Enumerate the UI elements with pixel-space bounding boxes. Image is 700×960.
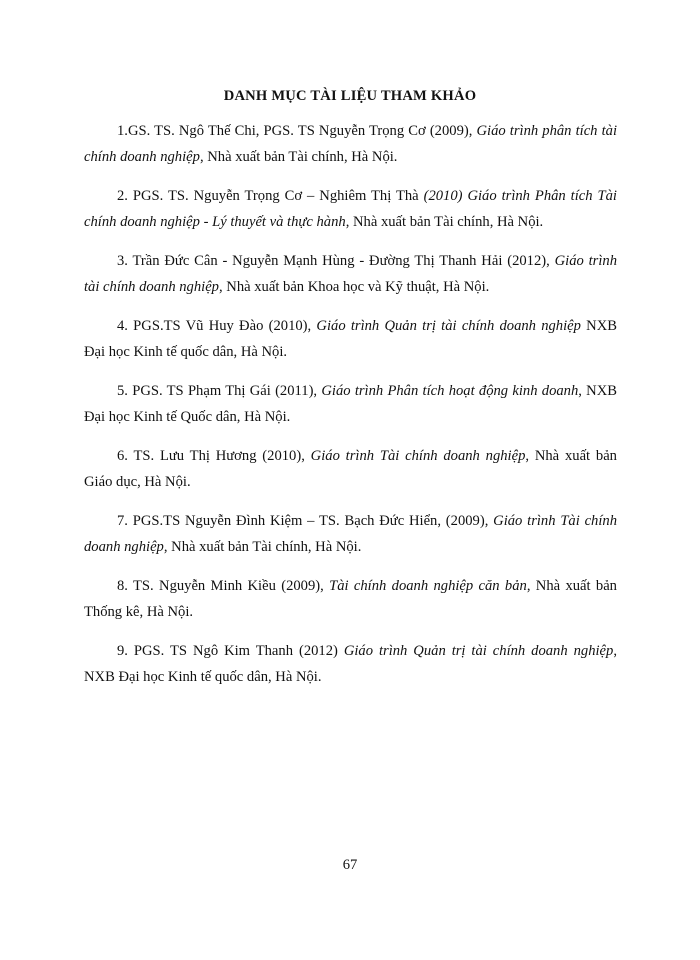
- reference-publisher: , NXB Đại học Kinh tế quốc dân, Hà Nội.: [84, 643, 617, 685]
- reference-title: Giáo trình Quản trị tài chính doanh nghiệp: [343, 643, 614, 659]
- reference-authors: 6. TS. Lưu Thị Hương (2010),: [117, 448, 311, 464]
- reference-item: [84, 248, 617, 300]
- reference-publisher: NXB Đại học Kinh tế quốc dân, Hà Nội.: [84, 318, 617, 360]
- reference-authors: 1.GS. TS. Ngô Thế Chi, PGS. TS Nguyễn Trọng Cơ (2009),: [117, 123, 477, 139]
- reference-authors: 7. PGS.TS Nguyễn Đình Kiệm – TS. Bạch Đức Hiển, (2009),: [117, 513, 494, 529]
- reference-authors: 2. PGS. TS. Nguyễn Trọng Cơ – Nghiêm Thị Thà: [117, 188, 424, 204]
- reference-item: [84, 183, 617, 235]
- reference-item: [84, 378, 617, 430]
- reference-publisher: , Nhà xuất bản Khoa học và Kỹ thuật, Hà Nội.: [218, 279, 490, 295]
- reference-item: [84, 443, 617, 495]
- reference-publisher: , Nhà xuất bản Giáo dục, Hà Nội.: [84, 448, 617, 490]
- reference-title: (2010) Giáo trình Phân tích Tài chính doanh nghiệp - Lý thuyết và thực hành: [84, 188, 617, 230]
- reference-title: Giáo trình Quản trị tài chính doanh nghiệp: [316, 318, 581, 334]
- reference-title: Tài chính doanh nghiệp căn bản: [329, 578, 527, 594]
- reference-list: [84, 118, 617, 703]
- reference-authors: 9. PGS. TS Ngô Kim Thanh (2012): [117, 643, 344, 659]
- page-title: DANH MỤC TÀI LIỆU THAM KHẢO: [223, 88, 477, 104]
- reference-item: [84, 118, 617, 170]
- reference-publisher: , Nhà xuất bản Tài chính, Hà Nội.: [199, 149, 398, 165]
- reference-authors: 3. Trần Đức Cân - Nguyễn Mạnh Hùng - Đường Thị Thanh Hải (2012),: [117, 253, 555, 269]
- reference-publisher: , Nhà xuất bản Tài chính, Hà Nội.: [345, 214, 544, 230]
- reference-title: Giáo trình phân tích tài chính doanh nghiệp: [84, 123, 617, 165]
- reference-item: [84, 508, 617, 560]
- reference-title: Giáo trình Phân tích hoạt động kinh doanh: [321, 383, 579, 399]
- reference-publisher: , Nhà xuất bản Thống kê, Hà Nội.: [84, 578, 617, 620]
- reference-title: Giáo trình Tài chính doanh nghiệp: [84, 513, 618, 555]
- reference-item: [84, 573, 617, 625]
- reference-authors: 4. PGS.TS Vũ Huy Đào (2010),: [117, 318, 317, 334]
- reference-authors: 5. PGS. TS Phạm Thị Gái (2011),: [117, 383, 322, 399]
- reference-publisher: , Nhà xuất bản Tài chính, Hà Nội.: [163, 539, 362, 555]
- reference-title: Giáo trình Tài chính doanh nghiệp: [310, 448, 526, 464]
- reference-item: [84, 313, 617, 365]
- page-number: 67: [342, 857, 358, 873]
- reference-authors: 8. TS. Nguyễn Minh Kiều (2009),: [117, 578, 330, 594]
- reference-item: [84, 638, 617, 690]
- reference-publisher: , NXB Đại học Kinh tế Quốc dân, Hà Nội.: [84, 383, 617, 425]
- reference-title: Giáo trình tài chính doanh nghiệp: [84, 253, 617, 295]
